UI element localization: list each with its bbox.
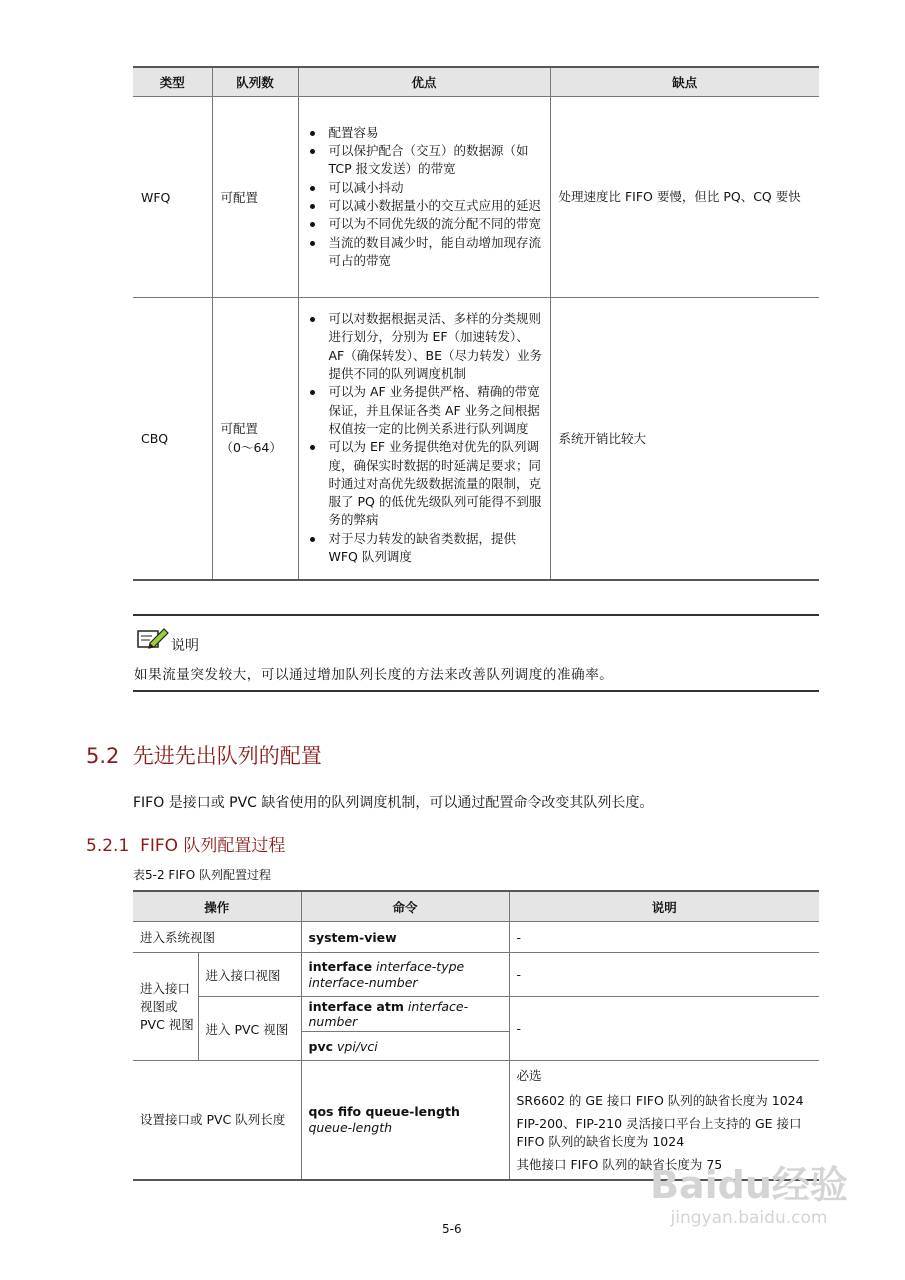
header-pros: 优点 bbox=[298, 67, 550, 97]
count-cell bbox=[212, 298, 298, 580]
desc-cell: - bbox=[509, 922, 819, 953]
count-cell: 可配置 bbox=[212, 97, 298, 298]
op-cell: 进入接口视图 bbox=[198, 953, 301, 997]
fifo-config-table bbox=[133, 890, 819, 1181]
table-row bbox=[133, 1061, 819, 1180]
header-cons: 缺点 bbox=[550, 67, 819, 97]
queue-comparison-table bbox=[133, 66, 819, 581]
op-cell: 进入 PVC 视图 bbox=[198, 997, 301, 1061]
list-item: 可以为 EF 业务提供绝对优先的队列调度，确保实时数据的时延满足要求；同时通过对高优先级数据流量的限制，克服了 PQ 的低优先级队列可能得不到服务的弊病 bbox=[309, 438, 544, 529]
cmd-keyword: interface atm bbox=[308, 999, 404, 1014]
table-header-row bbox=[133, 67, 819, 97]
list-item: 可以为不同优先级的流分配不同的带宽 bbox=[309, 215, 544, 233]
pros-cell bbox=[298, 298, 550, 580]
note-pencil-icon bbox=[136, 626, 170, 652]
subsection-heading bbox=[86, 831, 285, 856]
section-body: FIFO 是接口或 PVC 缺省使用的队列调度机制，可以通过配置命令改变其队列长度。 bbox=[133, 795, 654, 811]
list-item: 对于尽力转发的缺省类数据，提供WFQ 队列调度 bbox=[309, 530, 544, 567]
cons-cell: 系统开销比较大 bbox=[550, 298, 819, 580]
header-command: 命令 bbox=[301, 891, 509, 922]
desc-cell bbox=[509, 1061, 819, 1180]
table-row bbox=[133, 997, 819, 1032]
header-type: 类型 bbox=[133, 67, 212, 97]
cmd-cell bbox=[301, 1061, 509, 1180]
watermark-url: jingyan.baidu.com bbox=[670, 1208, 828, 1228]
cmd-cell bbox=[301, 922, 509, 953]
pros-list bbox=[299, 121, 550, 273]
section-number: 5.2 bbox=[86, 744, 120, 768]
table-row bbox=[133, 922, 819, 953]
note-box bbox=[133, 614, 819, 692]
pros-list bbox=[299, 307, 550, 569]
cmd-keyword: qos fifo queue-length bbox=[308, 1103, 460, 1119]
desc-line: FIP-200、FIP-210 灵活接口平台上支持的 GE 接口 FIFO 队列的缺省长度为 1024 bbox=[516, 1116, 802, 1149]
op-cell: 设置接口或 PVC 队列长度 bbox=[133, 1061, 301, 1180]
header-operation: 操作 bbox=[133, 891, 301, 922]
watermark-brand: Baidu经验 bbox=[650, 1163, 848, 1207]
cmd-param: interface-number bbox=[308, 999, 469, 1029]
table-header-row bbox=[133, 891, 819, 922]
table-row bbox=[133, 298, 819, 580]
count-value: 可配置 bbox=[220, 421, 259, 437]
cmd-keyword: pvc bbox=[308, 1038, 334, 1054]
list-item: 可以为 AF 业务提供严格、精确的带宽保证，并且保证各类 AF 业务之间根据权值按一定的比例关系进行队列调度 bbox=[309, 383, 544, 438]
section-heading bbox=[86, 740, 322, 770]
cmd-cell bbox=[301, 1032, 509, 1061]
type-cell: WFQ bbox=[133, 97, 212, 298]
cmd-param: queue-length bbox=[308, 1119, 393, 1135]
list-item: 当流的数目减少时，能自动增加现存流可占的带宽 bbox=[309, 234, 544, 271]
note-label: 说明 bbox=[171, 638, 199, 654]
type-cell: CBQ bbox=[133, 298, 212, 580]
header-description: 说明 bbox=[509, 891, 819, 922]
subsection-title: FIFO 队列配置过程 bbox=[140, 836, 286, 856]
header-count: 队列数 bbox=[212, 67, 298, 97]
table-caption: 表5-2 FIFO 队列配置过程 bbox=[133, 868, 272, 882]
page-number: 5-6 bbox=[442, 1222, 462, 1236]
list-item: 可以保护配合（交互）的数据源（如TCP 报文发送）的带宽 bbox=[309, 142, 544, 179]
cmd-cell bbox=[301, 997, 509, 1032]
table-row bbox=[133, 953, 819, 997]
group-op-cell: 进入接口视图或 PVC 视图 bbox=[133, 953, 198, 1061]
desc-line: 其他接口 FIFO 队列的缺省长度为 75 bbox=[516, 1157, 723, 1172]
cmd-cell bbox=[301, 953, 509, 997]
list-item: 可以对数据根据灵活、多样的分类规则进行划分，分别为 EF（加速转发）、AF（确保转发）、BE（尽力转发）业务提供不同的队列调度机制 bbox=[309, 310, 544, 383]
list-item: 可以减小抖动 bbox=[309, 179, 544, 197]
pros-cell bbox=[298, 97, 550, 298]
cmd-param: interface-type interface-number bbox=[308, 958, 465, 990]
desc-cell: - bbox=[509, 997, 819, 1061]
list-item: 配置容易 bbox=[309, 124, 544, 142]
section-title: 先进先出队列的配置 bbox=[132, 744, 322, 768]
desc-line: 必选 bbox=[516, 1068, 542, 1083]
count-range: （0～64） bbox=[220, 440, 282, 456]
op-cell: 进入系统视图 bbox=[133, 922, 301, 953]
cmd-keyword: interface bbox=[308, 958, 373, 974]
cons-cell: 处理速度比 FIFO 要慢，但比 PQ、CQ 要快 bbox=[550, 97, 819, 298]
desc-cell: - bbox=[509, 953, 819, 997]
desc-line: SR6602 的 GE 接口 FIFO 队列的缺省长度为 1024 bbox=[516, 1093, 804, 1108]
cmd-param: vpi/vci bbox=[337, 1038, 378, 1054]
list-item: 可以减小数据量小的交互式应用的延迟 bbox=[309, 197, 544, 215]
table-row bbox=[133, 97, 819, 298]
subsection-number: 5.2.1 bbox=[86, 836, 130, 856]
baidu-watermark bbox=[634, 1163, 864, 1229]
note-text: 如果流量突发较大，可以通过增加队列长度的方法来改善队列调度的准确率。 bbox=[134, 667, 614, 683]
cmd-keyword: system-view bbox=[308, 929, 397, 945]
